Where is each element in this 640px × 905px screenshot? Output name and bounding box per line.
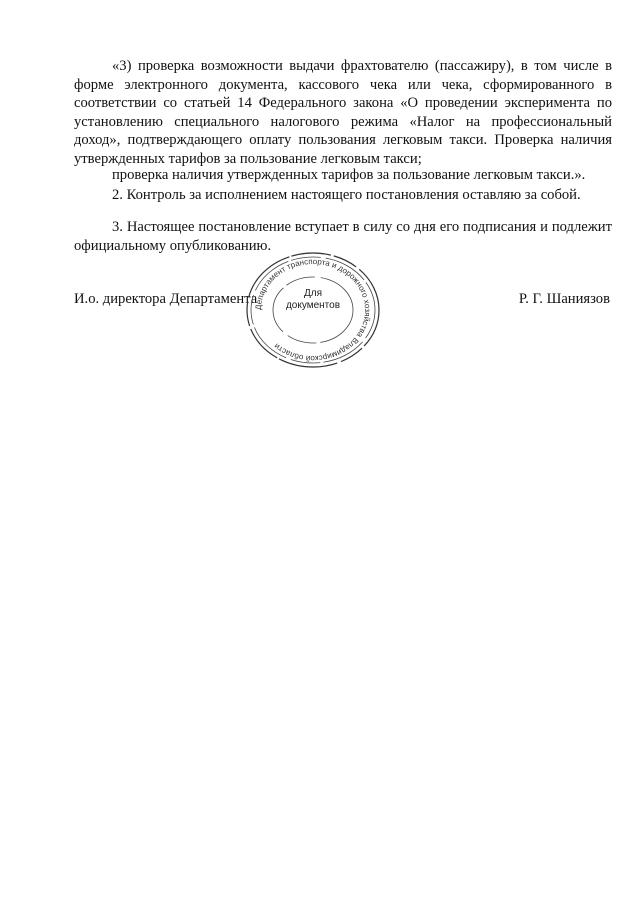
paragraph-text: проверка наличия утвержденных тарифов за пользование легковым такси.». — [112, 167, 586, 183]
paragraph-control — [74, 186, 612, 205]
paragraph-tariffs-check — [74, 166, 612, 185]
stamp-center-line1: Для — [303, 288, 323, 299]
paragraph-text: 2. Контроль за исполнением настоящего постановления оставляю за собой. — [112, 187, 581, 203]
signature-name: Р. Г. Шаниязов — [518, 291, 610, 307]
paragraph-text: «3) проверка возможности выдачи фрахтователю (пассажиру), в том числе в форме электронного документа, кассового чека или чека, сформированного в соответствии со статьей 14 Федерального закона «О проведении эксперимента по установлению специального налогового режима «Налог на профессиональный доход», подтверждающего оплату пользования легковым такси. Проверка наличия утвержденных тарифов за пользование легковым такси; — [74, 58, 612, 167]
paragraph-text: 3. Настоящее постановление вступает в силу со дня его подписания и подлежит официальному опубликованию. — [74, 219, 612, 254]
stamp-center-text — [243, 288, 383, 312]
official-stamp — [243, 250, 383, 370]
paragraph-item-3 — [74, 57, 612, 168]
stamp-center-line2: документов — [285, 300, 341, 311]
signature-position: И.о. директора Департамента — [74, 291, 258, 307]
stamp-ring-text: Департамент транспорта и дорожного хозяйства Владимирской области — [253, 256, 373, 364]
